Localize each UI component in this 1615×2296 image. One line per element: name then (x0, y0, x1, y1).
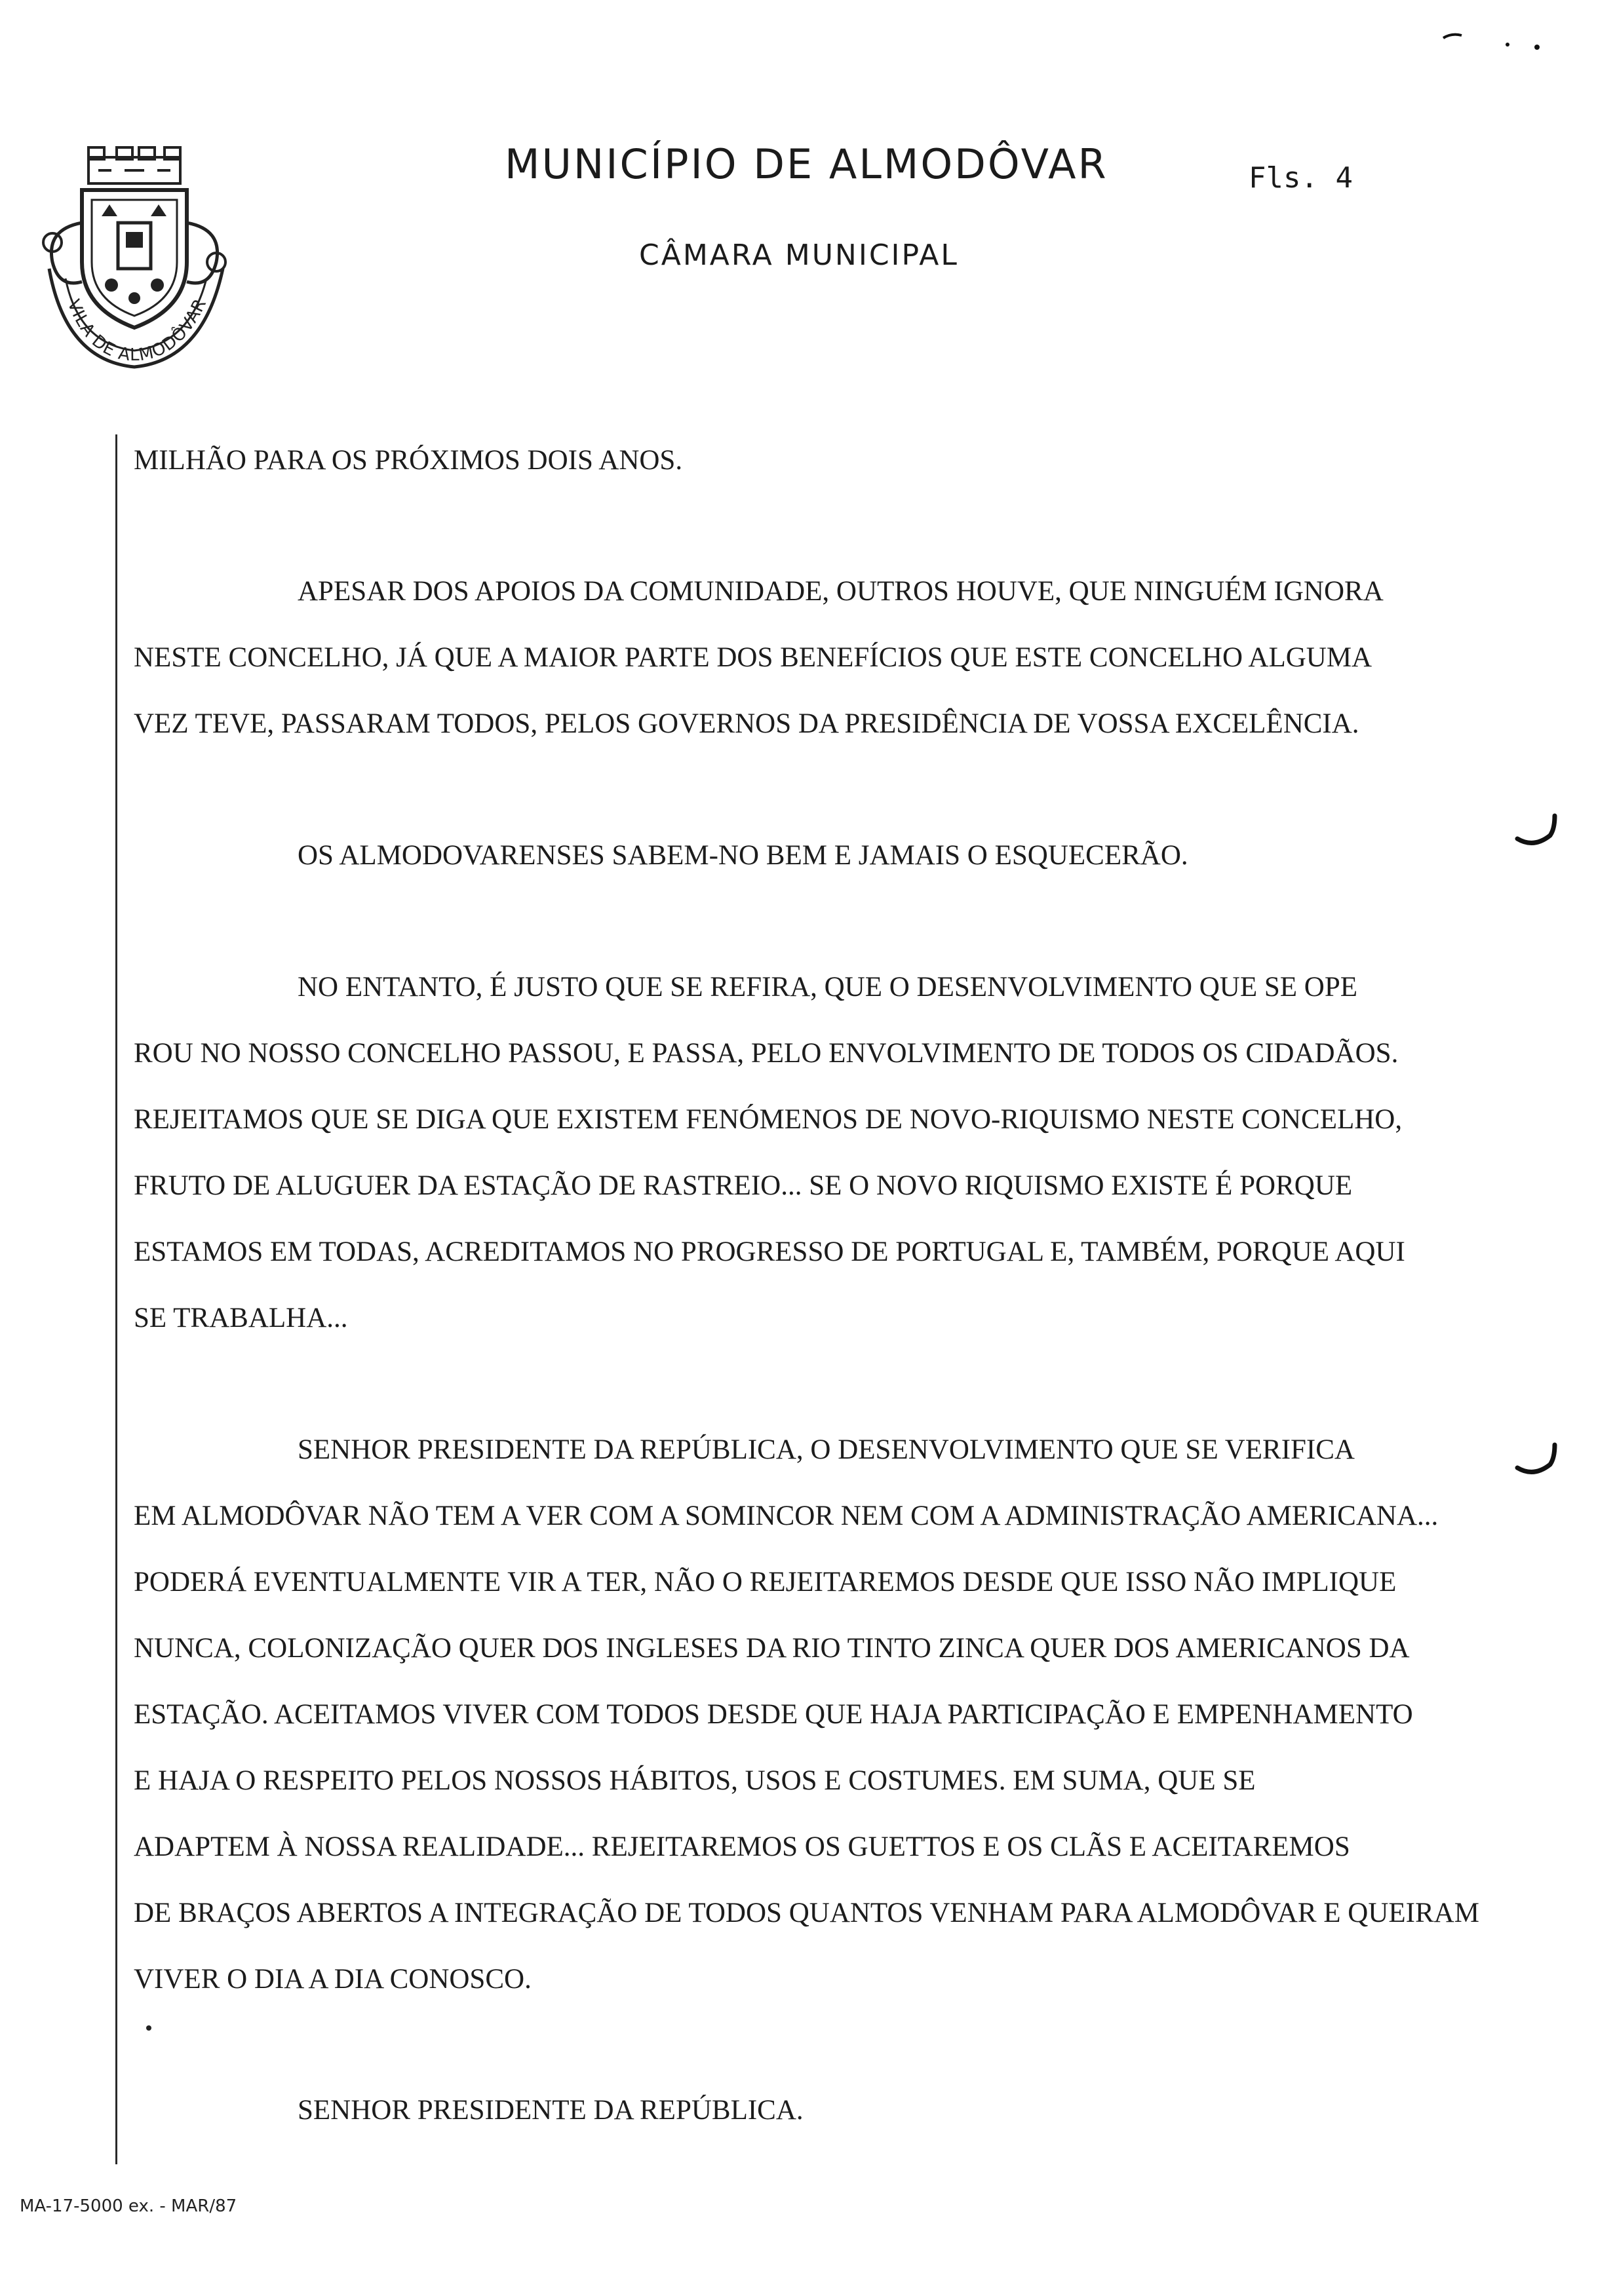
text-line: MILHÃO PARA OS PRÓXIMOS DOIS ANOS. (134, 445, 683, 476)
text-line: FRUTO DE ALUGUER DA ESTAÇÃO DE RASTREIO... SE O NOVO RIQUISMO EXISTE É PORQUE (134, 1170, 1353, 1201)
text-line: APESAR DOS APOIOS DA COMUNIDADE, OUTROS HOUVE, QUE NINGUÉM IGNORA (298, 576, 1384, 607)
text-line: E HAJA O RESPEITO PELOS NOSSOS HÁBITOS, USOS E COSTUMES. EM SUMA, QUE SE (134, 1765, 1256, 1796)
text-line: PODERÁ EVENTUALMENTE VIR A TER, NÃO O REJEITAREMOS DESDE QUE ISSO NÃO IMPLIQUE (134, 1567, 1397, 1598)
text-line: DE BRAÇOS ABERTOS A INTEGRAÇÃO DE TODOS QUANTOS VENHAM PARA ALMODÔVAR E QUEIRAM (134, 1898, 1479, 1928)
municipal-crest-icon (26, 144, 243, 380)
text-line: ROU NO NOSSO CONCELHO PASSOU, E PASSA, PELO ENVOLVIMENTO DE TODOS OS CIDADÃOS. (134, 1038, 1399, 1069)
text-line: NO ENTANTO, É JUSTO QUE SE REFIRA, QUE O DESENVOLVIMENTO QUE SE OPE (298, 972, 1358, 1003)
text-line: VEZ TEVE, PASSARAM TODOS, PELOS GOVERNOS DA PRESIDÊNCIA DE VOSSA EXCELÊNCIA. (134, 708, 1359, 739)
text-line: NESTE CONCELHO, JÁ QUE A MAIOR PARTE DOS BENEFÍCIOS QUE ESTE CONCELHO ALGUMA (134, 642, 1372, 673)
print-code: MA-17-5000 ex. - MAR/87 (20, 2196, 237, 2216)
scan-speck-marks (1442, 26, 1547, 59)
scan-speck-marks (144, 2023, 153, 2033)
text-line: SENHOR PRESIDENTE DA REPÚBLICA. (298, 2095, 804, 2126)
text-line: ESTAÇÃO. ACEITAMOS VIVER COM TODOS DESDE QUE HAJA PARTICIPAÇÃO E EMPENHAMENTO (134, 1699, 1413, 1730)
check-mark-icon (1514, 813, 1560, 852)
text-line: SENHOR PRESIDENTE DA REPÚBLICA, O DESENVOLVIMENTO QUE SE VERIFICA (298, 1434, 1355, 1465)
text-line: VIVER O DIA A DIA CONOSCO. (134, 1964, 532, 1995)
text-line: ESTAMOS EM TODAS, ACREDITAMOS NO PROGRESSO DE PORTUGAL E, TAMBÉM, PORQUE AQUI (134, 1236, 1405, 1267)
text-line: NUNCA, COLONIZAÇÃO QUER DOS INGLESES DA RIO TINTO ZINCA QUER DOS AMERICANOS DA (134, 1633, 1410, 1664)
text-line: EM ALMODÔVAR NÃO TEM A VER COM A SOMINCOR NEM COM A ADMINISTRAÇÃO AMERICANA... (134, 1501, 1439, 1531)
municipality-title: MUNICÍPIO DE ALMODÔVAR (505, 140, 1108, 188)
check-mark-icon (1514, 1442, 1560, 1481)
text-line: SE TRABALHA... (134, 1303, 348, 1333)
text-line: REJEITAMOS QUE SE DIGA QUE EXISTEM FENÓMENOS DE NOVO-RIQUISMO NESTE CONCELHO, (134, 1104, 1403, 1135)
council-subtitle: CÂMARA MUNICIPAL (639, 239, 959, 272)
folio-number: Fls. 4 (1249, 161, 1353, 195)
text-line: ADAPTEM À NOSSA REALIDADE... REJEITAREMOS OS GUETTOS E OS CLÃS E ACEITAREMOS (134, 1831, 1350, 1862)
svg-text:VILA DE ALMODÔVAR (63, 296, 210, 365)
text-line: OS ALMODOVARENSES SABEM-NO BEM E JAMAIS O ESQUECERÃO. (298, 840, 1188, 871)
crest-motto: VILA DE ALMODÔVAR (63, 295, 211, 366)
margin-rule (115, 434, 117, 2164)
